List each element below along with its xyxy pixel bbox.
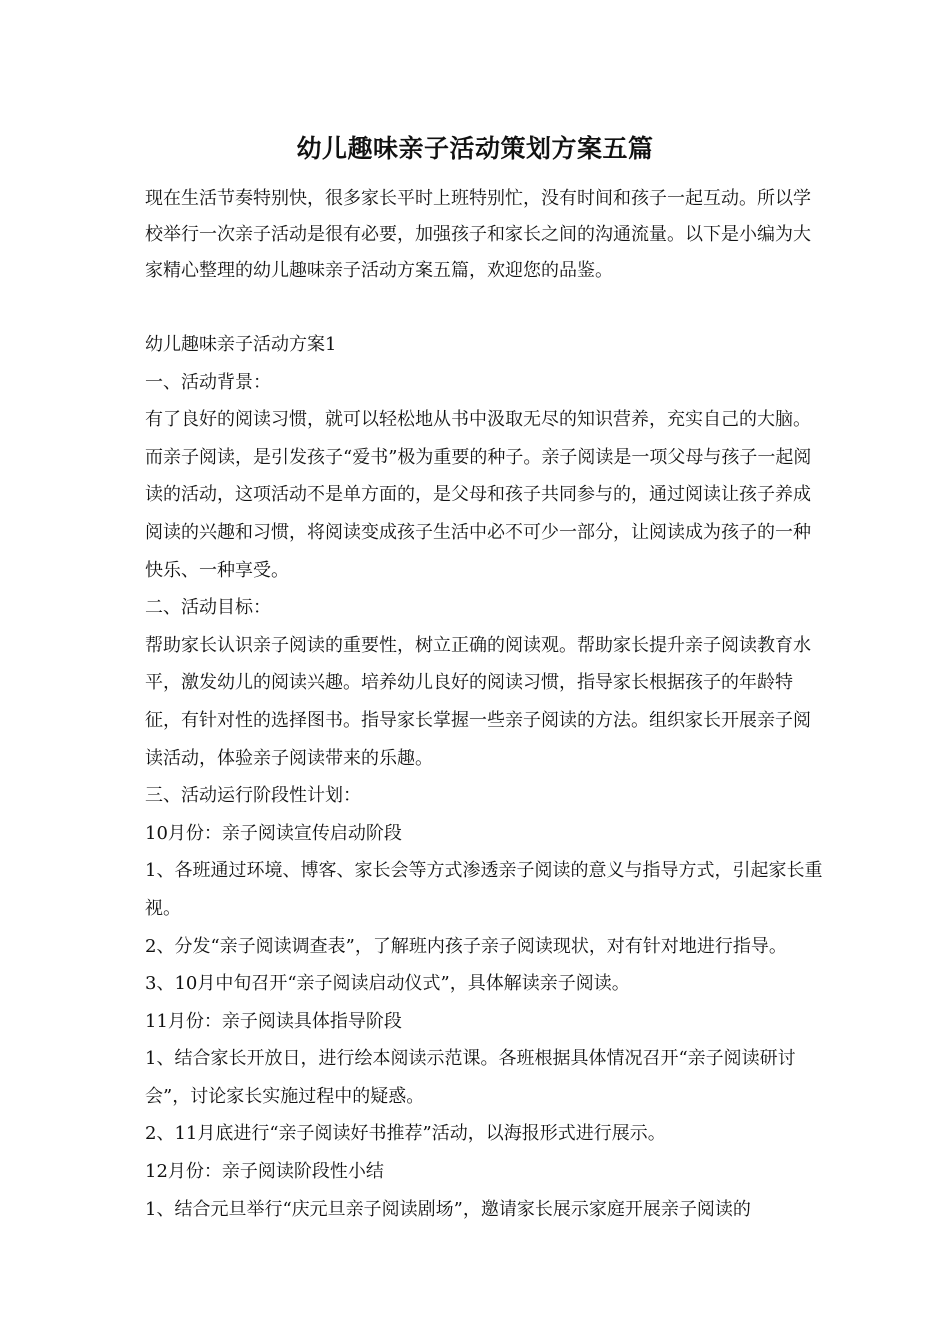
subheading: 一、活动背景： [145,371,271,393]
document-title: 幼儿趣味亲子活动策划方案五篇 [296,134,654,163]
phase-heading: 10月份：亲子阅读宣传启动阶段 [145,822,402,844]
body-paragraph: 有了良好的阅读习惯，就可以轻松地从书中汲取无尽的知识营养，充实自己的大脑。而亲子阅读，是引发孩子“爱书”极为重要的种子。亲子阅读是一项父母与孩子一起阅读的活动，这项活动不是单方面的，是父母和孩子共同参与的，通过阅读让孩子养成阅读的兴趣和习惯，将阅读变成孩子生活中必不可少一部分，让阅读成为孩子的一种快乐、一种享受。 [145,409,812,581]
list-item: 1、结合元旦举行“庆元旦亲子阅读剧场”，邀请家长展示家庭开展亲子阅读的 [145,1198,751,1220]
intro-paragraph: 现在生活节奏特别快，很多家长平时上班特别忙，没有时间和孩子一起互动。所以学校举行一次亲子活动是很有必要，加强孩子和家长之间的沟通流量。以下是小编为大家精心整理的幼儿趣味亲子活动方案五篇，欢迎您的品鉴。 [145,188,811,281]
document-body [145,326,825,1228]
subheading: 三、活动运行阶段性计划： [145,785,361,807]
list-item: 1、各班通过环境、博客、家长会等方式渗透亲子阅读的意义与指导方式，引起家长重视。 [145,860,823,919]
list-item: 2、分发“亲子阅读调查表”，了解班内孩子亲子阅读现状，对有针对地进行指导。 [145,935,787,957]
phase-heading: 12月份：亲子阅读阶段性小结 [145,1161,384,1183]
list-item: 3、10月中旬召开“亲子阅读启动仪式”，具体解读亲子阅读。 [145,973,630,995]
phase-heading: 11月份：亲子阅读具体指导阶段 [145,1010,402,1032]
list-item: 1、结合家长开放日，进行绘本阅读示范课。各班根据具体情况召开“亲子阅读研讨会”，讨论家长实施过程中的疑惑。 [145,1048,796,1107]
section-heading: 幼儿趣味亲子活动方案1 [145,334,337,355]
list-item: 2、11月底进行“亲子阅读好书推荐”活动，以海报形式进行展示。 [145,1123,666,1145]
subheading: 二、活动目标： [145,597,271,619]
body-paragraph: 帮助家长认识亲子阅读的重要性，树立正确的阅读观。帮助家长提升亲子阅读教育水平，激发幼儿的阅读兴趣。培养幼儿良好的阅读习惯，指导家长根据孩子的年龄特征，有针对性的选择图书。指导家长掌握一些亲子阅读的方法。组织家长开展亲子阅读活动，体验亲子阅读带来的乐趣。 [145,634,811,769]
